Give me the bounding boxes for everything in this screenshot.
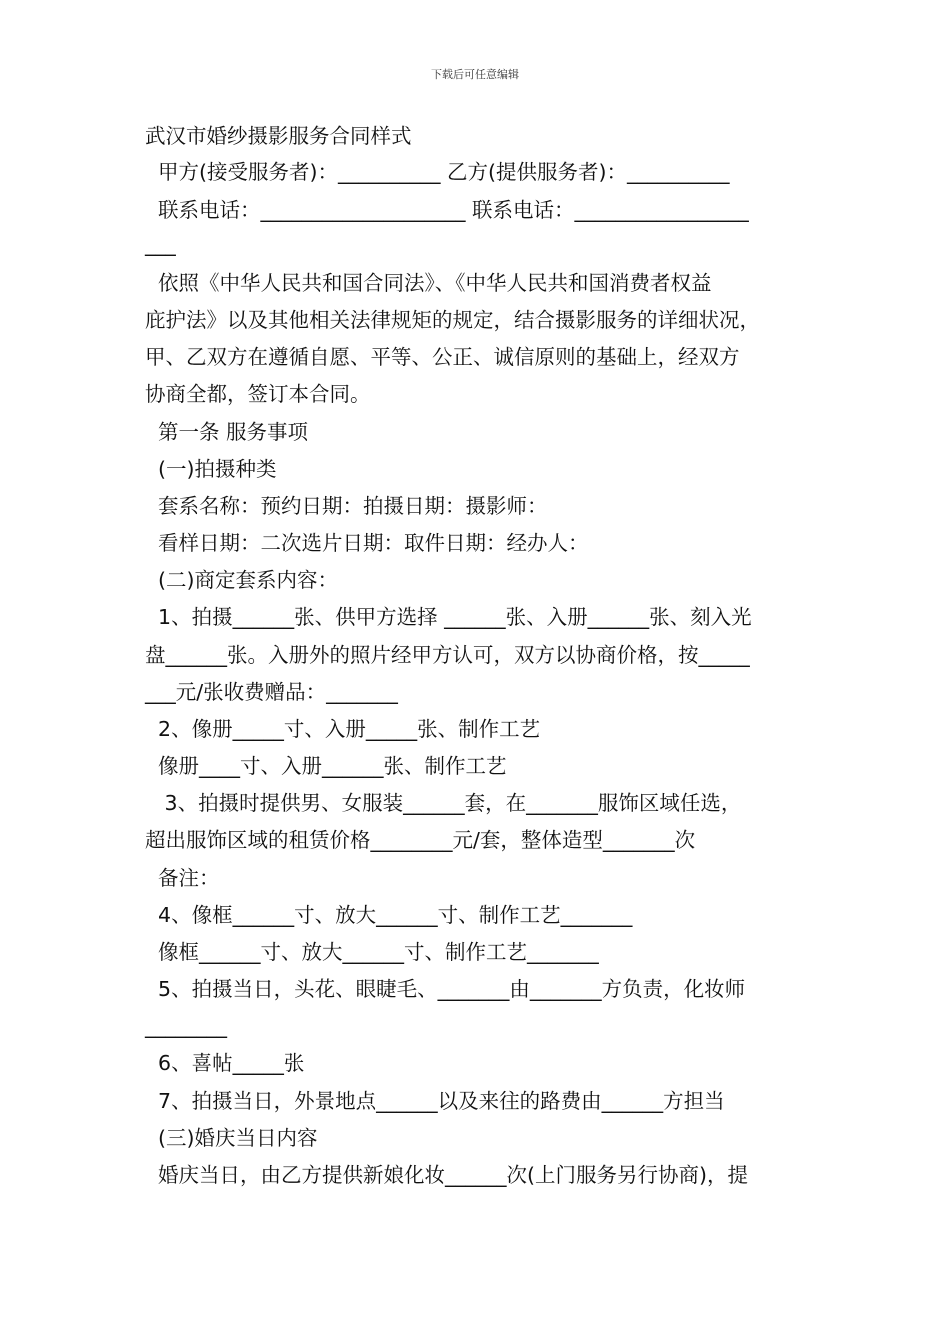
phone-line: 联系电话：____________________ 联系电话：_________________: [145, 198, 749, 222]
paragraph-line: ________: [145, 1014, 227, 1038]
paragraph-line: 3、拍摄时提供男、女服装______套，在_______服饰区域任选，: [145, 791, 742, 815]
section-heading: 第一条 服务事项: [145, 420, 309, 444]
paragraph-line: 盘______张。入册外的照片经甲方认可，双方以协商价格，按_____: [145, 643, 750, 667]
paragraph-line: 1、拍摄______张、供甲方选择 ______张、入册______张、刻入光: [145, 605, 752, 629]
subsection-heading: (一)拍摄种类: [145, 457, 277, 481]
paragraph-line: 看样日期：二次选片日期：取件日期：经办人：: [145, 531, 589, 555]
paragraph-line: 婚庆当日，由乙方提供新娘化妆______次(上门服务另行协商)，提: [145, 1163, 749, 1187]
paragraph-line: 甲、乙双方在遵循自愿、平等、公正、诚信原则的基础上，经双方: [145, 345, 740, 369]
phone-line-continued: ___: [145, 232, 176, 256]
paragraph-line: 4、像框______寸、放大______寸、制作工艺_______: [145, 903, 633, 927]
paragraph-line: ___元/张收费赠品：_______: [145, 680, 398, 704]
paragraph-line: 7、拍摄当日，外景地点______以及来往的路费由______方担当: [145, 1089, 725, 1113]
subsection-heading: (三)婚庆当日内容: [145, 1126, 318, 1150]
party-line: 甲方(接受服务者)：__________ 乙方(提供服务者)：__________: [145, 160, 730, 184]
paragraph-line: 协商全都，签订本合同。: [145, 382, 371, 406]
header-note: 下载后可任意编辑: [431, 68, 519, 81]
paragraph-line: 庇护法》以及其他相关法律规矩的规定，结合摄影服务的详细状况，: [145, 308, 760, 332]
paragraph-line: 6、喜帖_____张: [145, 1051, 305, 1075]
paragraph-line: 套系名称：预约日期：拍摄日期：摄影师：: [145, 494, 548, 518]
document-title: 武汉市婚纱摄影服务合同样式: [145, 124, 412, 148]
paragraph-line: 像框______寸、放大______寸、制作工艺_______: [145, 940, 599, 964]
paragraph-line: 备注：: [145, 866, 220, 890]
paragraph-line: 依照《中华人民共和国合同法》、《中华人民共和国消费者权益: [145, 271, 712, 295]
paragraph-line: 像册____寸、入册______张、制作工艺: [145, 754, 507, 778]
paragraph-line: 超出服饰区域的租赁价格________元/套，整体造型_______次: [145, 828, 696, 852]
subsection-heading: (二)商定套系内容：: [145, 568, 339, 592]
paragraph-line: 5、拍摄当日，头花、眼睫毛、_______由_______方负责，化妆师: [145, 977, 746, 1001]
paragraph-line: 2、像册_____寸、入册_____张、制作工艺: [145, 717, 541, 741]
